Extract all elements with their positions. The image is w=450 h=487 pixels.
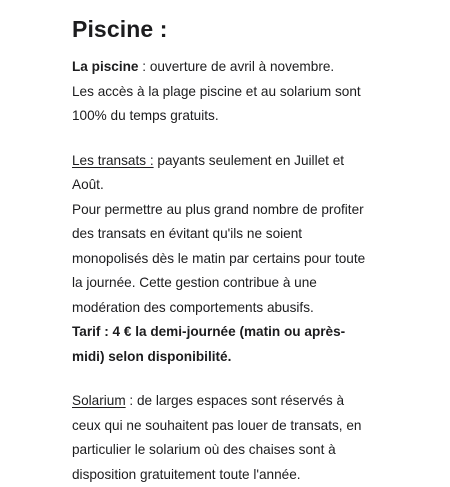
transats-line-6: la journée. Cette gestion contribue à une [72,271,430,296]
piscine-line-2: Les accès à la plage piscine et au solarium sont [72,80,430,105]
piscine-opening-text: : ouverture de avril à novembre. [138,59,334,74]
tarif-line-2: midi) selon disponibilité. [72,345,430,370]
solarium-section [72,389,430,487]
solarium-line-2: ceux qui ne souhaitent pas louer de transats, en [72,414,430,439]
transats-line-5: monopolisés dès le matin par certains pour toute [72,247,430,272]
transats-line-3: Pour permettre au plus grand nombre de profiter [72,198,430,223]
transats-section [72,149,430,370]
piscine-line-3: 100% du temps gratuits. [72,104,430,129]
section-spacer [72,369,430,389]
page-title: Piscine : [72,14,430,44]
transats-label: Les transats : [72,153,154,168]
solarium-line-4: disposition gratuitement toute l'année. [72,463,430,487]
solarium-label: Solarium [72,393,126,408]
solarium-line-3: particulier le solarium où des chaises sont à [72,438,430,463]
transats-line-7: modération des comportements abusifs. [72,296,430,321]
piscine-section [72,55,430,129]
section-spacer [72,129,430,149]
transats-pricing-text: payants seulement en Juillet et [154,153,344,168]
transats-line-1 [72,149,430,174]
piscine-line-1 [72,55,430,80]
transats-line-2: Août. [72,173,430,198]
solarium-line-1 [72,389,430,414]
tarif-line-1: Tarif : 4 € la demi-journée (matin ou après- [72,320,430,345]
solarium-text: : de larges espaces sont réservés à [126,393,344,408]
piscine-label: La piscine [72,59,138,74]
transats-line-4: des transats en évitant qu'ils ne soient [72,222,430,247]
